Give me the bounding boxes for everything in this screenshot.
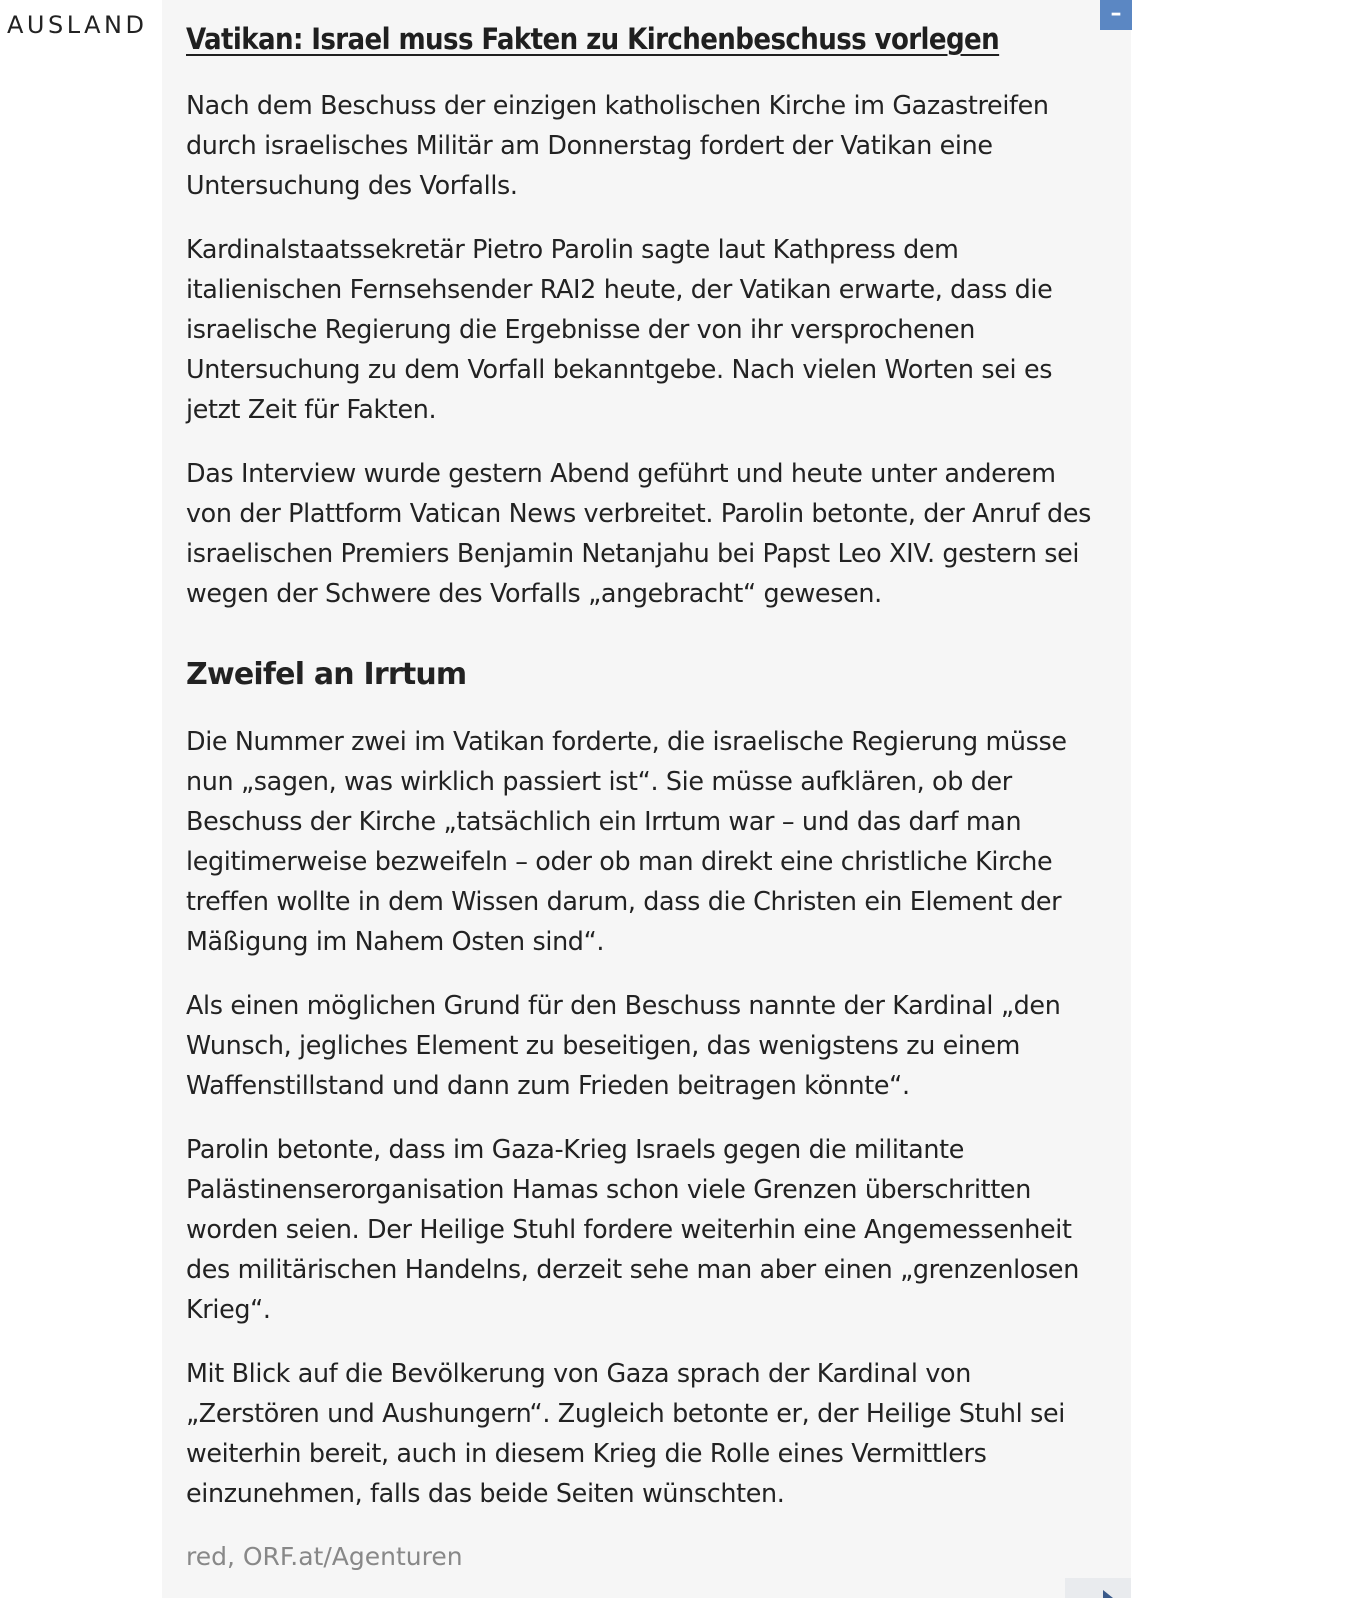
article-subheading: Zweifel an Irrtum bbox=[186, 657, 467, 692]
article-paragraph: Kardinalstaatssekretär Pietro Parolin sagte laut Kathpress dem italienischen Fernsehsender RAI2 heute, der Vatikan erwarte, dass die israelische Regierung die Ergebnisse der von ihr versprochenen Untersuchung zu dem Vorfall bekanntgebe. Nach vielen Worten sei es jetzt Zeit für Fakten. bbox=[186, 234, 1053, 424]
article-source: red, ORF.at/Agenturen bbox=[186, 1542, 463, 1571]
article-paragraph: Mit Blick auf die Bevölkerung von Gaza sprach der Kardinal von „Zerstören und Aushungern“. Zugleich betonte er, der Heilige Stuhl sei weiterhin bereit, auch in diesem Krieg die Rolle eines Vermittlers einzunehmen, falls das beide Seiten wünschten. bbox=[186, 1358, 1065, 1508]
section-label[interactable]: AUSLAND bbox=[7, 11, 148, 39]
collapse-button[interactable]: – bbox=[1100, 0, 1132, 30]
article-paragraph: Als einen möglichen Grund für den Beschuss nannte der Kardinal „den Wunsch, jegliches Element zu beseitigen, das wenigstens zu einem Waffenstillstand und dann zum Frieden beitragen könnte“. bbox=[186, 990, 1061, 1100]
next-article-button[interactable] bbox=[1065, 1578, 1131, 1598]
chevron-right-icon bbox=[1103, 1590, 1113, 1598]
headline-link[interactable]: Vatikan: Israel muss Fakten zu Kirchenbeschuss vorlegen bbox=[186, 22, 1000, 56]
article-paragraph: Parolin betonte, dass im Gaza-Krieg Israels gegen die militante Palästinenserorganisation Hamas schon viele Grenzen überschritten worden seien. Der Heilige Stuhl fordere weiterhin eine Angemessenheit des militärischen Handelns, derzeit sehe man aber einen „grenzenlosen Krieg“. bbox=[186, 1134, 1079, 1324]
article-panel bbox=[162, 0, 1131, 1598]
article-paragraph: Das Interview wurde gestern Abend geführt und heute unter anderem von der Plattform Vatican News verbreitet. Parolin betonte, der Anruf des israelischen Premiers Benjamin Netanjahu bei Papst Leo XIV. gestern sei wegen der Schwere des Vorfalls „angebracht“ gewesen. bbox=[186, 458, 1091, 608]
article-paragraph: Nach dem Beschuss der einzigen katholischen Kirche im Gazastreifen durch israelisches Militär am Donnerstag fordert der Vatikan eine Untersuchung des Vorfalls. bbox=[186, 90, 1049, 200]
article-paragraph: Die Nummer zwei im Vatikan forderte, die israelische Regierung müsse nun „sagen, was wirklich passiert ist“. Sie müsse aufklären, ob der Beschuss der Kirche „tatsächlich ein Irrtum war – und das darf man legitimerweise bezweifeln – oder ob man direkt eine christliche Kirche treffen wollte in dem Wissen darum, dass die Christen ein Element der Mäßigung im Nahem Osten sind“. bbox=[186, 726, 1067, 956]
article-headline bbox=[186, 15, 1131, 63]
